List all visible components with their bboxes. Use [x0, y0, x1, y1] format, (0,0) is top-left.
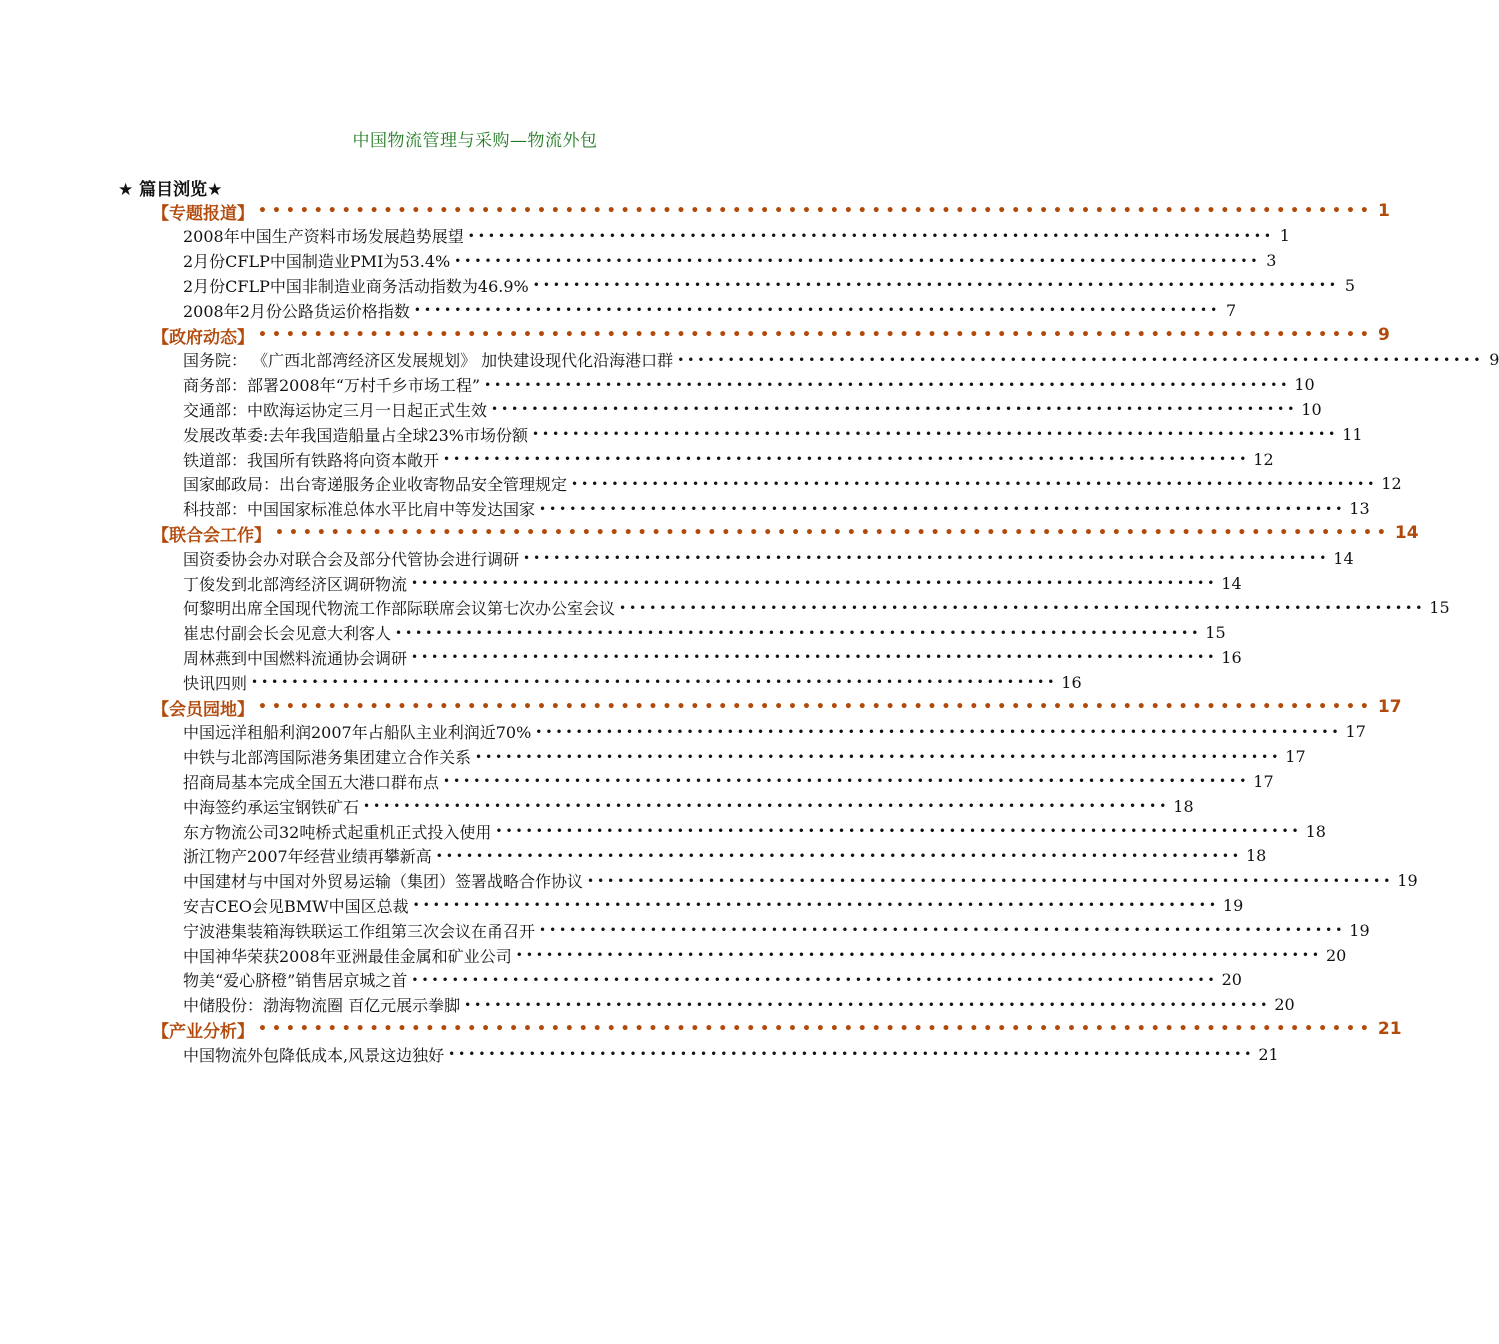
toc-entry-title: 【联合会工作】: [152, 525, 271, 546]
toc-entry-title: 【政府动态】: [152, 327, 254, 348]
toc-dot-leader: ••••••••••••••••••••••••••••••••••••••••••••••••••••••••••••••••••••••••••••••••: [413, 303, 1221, 318]
toc-dot-leader: ••••••••••••••••••••••••••••••••••••••••••••••••••••••••••••••••••••••••••••••••: [258, 699, 1374, 715]
toc-page-number: 12: [1253, 449, 1274, 469]
toc-dot-leader: ••••••••••••••••••••••••••••••••••••••••••••••••••••••••••••••••••••••••••••••••: [363, 799, 1170, 814]
toc-dot-leader: ••••••••••••••••••••••••••••••••••••••••••••••••••••••••••••••••••••••••••••••••: [464, 997, 1271, 1012]
toc-dot-leader: ••••••••••••••••••••••••••••••••••••••••••••••••••••••••••••••••••••••••••••••••: [619, 600, 1426, 615]
toc-dot-leader: ••••••••••••••••••••••••••••••••••••••••••••••••••••••••••••••••••••••••••••••••: [435, 848, 1242, 863]
toc-page-number: 1: [1279, 226, 1290, 246]
toc-entry[interactable]: [183, 273, 1355, 297]
toc-entry-title: 中铁与北部湾国际港务集团建立合作关系: [183, 748, 472, 768]
toc-entry-title: 安吉CEO会见BMW中国区总裁: [183, 896, 409, 916]
toc-entry[interactable]: [183, 918, 1370, 942]
toc-entry[interactable]: [183, 422, 1363, 446]
toc-dot-leader: ••••••••••••••••••••••••••••••••••••••••••••••••••••••••••••••••••••••••••••••••: [443, 774, 1250, 789]
toc-dot-leader: ••••••••••••••••••••••••••••••••••••••••••••••••••••••••••••••••••••••••••••••••: [467, 228, 1274, 243]
toc-page-number: 21: [1258, 1044, 1279, 1064]
toc-page-number: 3: [1266, 251, 1277, 271]
toc-entry[interactable]: [183, 670, 1082, 694]
toc-dot-leader: ••••••••••••••••••••••••••••••••••••••••••••••••••••••••••••••••••••••••••••••••: [539, 501, 1346, 516]
toc-entry[interactable]: [183, 769, 1274, 793]
toc-page-number: 20: [1274, 995, 1295, 1015]
toc-page-number: 10: [1301, 399, 1322, 419]
browse-heading: ★ 篇目浏览★: [118, 180, 223, 200]
toc-entry[interactable]: [183, 298, 1237, 322]
toc-entry-title: 物美“爱心脐橙”销售居京城之首: [183, 971, 408, 991]
toc-entry-title: 2月份CFLP中国非制造业商务活动指数为46.9%: [183, 276, 529, 296]
toc-page-number: 20: [1325, 945, 1347, 965]
toc-section-heading[interactable]: [152, 323, 1390, 348]
toc-dot-leader: ••••••••••••••••••••••••••••••••••••••••••••••••••••••••••••••••••••••••••••••••: [411, 650, 1218, 665]
toc-section-heading[interactable]: [152, 1017, 1402, 1042]
toc-page-number: 14: [1333, 548, 1354, 568]
toc-entry[interactable]: [183, 819, 1326, 843]
toc-page-number: 20: [1221, 970, 1242, 990]
toc-dot-leader: ••••••••••••••••••••••••••••••••••••••••••••••••••••••••••••••••••••••••••••••••: [523, 551, 1330, 566]
toc-dot-leader: ••••••••••••••••••••••••••••••••••••••••••••••••••••••••••••••••••••••••••••••••: [411, 576, 1218, 590]
toc-page-number: 18: [1173, 796, 1194, 816]
toc-page-number: 18: [1305, 821, 1326, 841]
toc-dot-leader: ••••••••••••••••••••••••••••••••••••••••••••••••••••••••••••••••••••••••••••••••: [258, 1021, 1374, 1038]
toc-dot-leader: ••••••••••••••••••••••••••••••••••••••••••••••••••••••••••••••••••••••••••••••••: [275, 525, 1391, 542]
toc-page-number: 18: [1245, 846, 1267, 866]
toc-entry-title: 交通部：中欧海运协定三月一日起正式生效: [183, 400, 488, 420]
toc-entry-title: 国务院： 《广西北部湾经济区发展规划》 加快建设现代化沿海港口群: [183, 351, 674, 371]
toc-entry[interactable]: [183, 373, 1315, 397]
toc-dot-leader: ••••••••••••••••••••••••••••••••••••••••••••••••••••••••••••••••••••••••••••••••: [443, 452, 1250, 466]
toc-page-number: 19: [1397, 871, 1418, 891]
toc-entry[interactable]: [183, 348, 1499, 372]
toc-page-number: 11: [1342, 424, 1363, 444]
toc-entry[interactable]: [183, 1042, 1279, 1066]
toc-dot-leader: ••••••••••••••••••••••••••••••••••••••••••••••••••••••••••••••••••••••••••••••••: [484, 377, 1291, 392]
toc-entry-title: 2008年2月份公路货运价格指数: [183, 301, 410, 321]
toc-page-number: 5: [1344, 275, 1355, 295]
toc-entry[interactable]: [183, 794, 1194, 818]
toc-entry[interactable]: [183, 249, 1277, 273]
toc-entry-title: 【专题报道】: [152, 203, 254, 224]
toc-dot-leader: ••••••••••••••••••••••••••••••••••••••••••••••••••••••••••••••••••••••••••••••••: [571, 476, 1378, 491]
toc-dot-leader: ••••••••••••••••••••••••••••••••••••••••••••••••••••••••••••••••••••••••••••••••: [258, 203, 1374, 219]
toc-entry[interactable]: [183, 968, 1242, 992]
toc-dot-leader: ••••••••••••••••••••••••••••••••••••••••••••••••••••••••••••••••••••••••••••••••: [677, 352, 1484, 367]
toc-entry[interactable]: [183, 869, 1418, 893]
toc-entry[interactable]: [183, 447, 1274, 471]
toc-entry-title: 2月份CFLP中国制造业PMI为53.4%: [183, 252, 451, 272]
toc-page-number: 9: [1378, 325, 1390, 345]
toc-entry[interactable]: [183, 943, 1347, 967]
toc-dot-leader: ••••••••••••••••••••••••••••••••••••••••••••••••••••••••••••••••••••••••••••••••: [411, 972, 1218, 987]
toc-entry-title: 周林燕到中国燃料流通协会调研: [183, 648, 408, 668]
toc-dot-leader: ••••••••••••••••••••••••••••••••••••••••••••••••••••••••••••••••••••••••••••••••: [515, 948, 1322, 962]
toc-entry-title: 【产业分析】: [152, 1021, 254, 1042]
toc-entry[interactable]: [183, 621, 1226, 645]
toc-page-number: 17: [1253, 771, 1274, 791]
toc-dot-leader: ••••••••••••••••••••••••••••••••••••••••••••••••••••••••••••••••••••••••••••••••: [491, 402, 1298, 417]
toc-dot-leader: ••••••••••••••••••••••••••••••••••••••••••••••••••••••••••••••••••••••••••••••••: [532, 278, 1339, 293]
toc-entry-title: 东方物流公司32吨桥式起重机正式投入使用: [183, 822, 492, 842]
toc-dot-leader: ••••••••••••••••••••••••••••••••••••••••••••••••••••••••••••••••••••••••••••••••: [535, 724, 1342, 739]
toc-page-number: 13: [1349, 499, 1370, 519]
toc-dot-leader: ••••••••••••••••••••••••••••••••••••••••••••••••••••••••••••••••••••••••••••••••: [412, 898, 1219, 913]
toc-entry-title: 发展改革委:去年我国造船量占全球23%市场份额: [183, 425, 528, 445]
toc-dot-leader: ••••••••••••••••••••••••••••••••••••••••••••••••••••••••••••••••••••••••••••••••: [251, 675, 1058, 690]
toc-entry[interactable]: [183, 224, 1290, 248]
toc-entry-title: 中储股份：渤海物流圈 百亿元展示拳脚: [183, 996, 461, 1016]
toc-entry[interactable]: [183, 571, 1242, 595]
toc-entry-title: 崔忠付副会长会见意大利客人: [183, 624, 392, 644]
toc-entry-title: 丁俊发到北部湾经济区调研物流: [183, 574, 408, 594]
toc-entry-title: 何黎明出席全国现代物流工作部际联席会议第七次办公室会议: [183, 599, 616, 619]
toc-entry[interactable]: [183, 745, 1306, 769]
toc-page-number: 12: [1381, 474, 1402, 494]
toc-page-number: 9: [1489, 350, 1499, 370]
toc-page-number: 16: [1061, 672, 1082, 692]
toc-dot-leader: ••••••••••••••••••••••••••••••••••••••••••••••••••••••••••••••••••••••••••••••••: [531, 427, 1339, 442]
toc-dot-leader: ••••••••••••••••••••••••••••••••••••••••••••••••••••••••••••••••••••••••••••••••: [475, 749, 1282, 764]
toc-entry-title: 招商局基本完成全国五大港口群布点: [183, 772, 440, 792]
toc-section-heading[interactable]: [152, 695, 1402, 720]
toc-entry-title: 2008年中国生产资料市场发展趋势展望: [183, 227, 464, 247]
toc-page-number: 19: [1222, 895, 1244, 915]
toc-page-number: 21: [1377, 1019, 1402, 1040]
toc-page-number: 14: [1394, 523, 1419, 544]
toc-page-number: 16: [1221, 647, 1242, 667]
toc-page-number: 17: [1345, 722, 1366, 742]
toc-entry[interactable]: [183, 546, 1354, 570]
toc-section-heading[interactable]: [152, 521, 1419, 546]
toc-dot-leader: ••••••••••••••••••••••••••••••••••••••••••••••••••••••••••••••••••••••••••••••••: [495, 824, 1302, 838]
toc-entry[interactable]: [183, 893, 1244, 917]
toc-page-number: 19: [1349, 920, 1370, 940]
toc-dot-leader: ••••••••••••••••••••••••••••••••••••••••••••••••••••••••••••••••••••••••••••••••: [587, 873, 1394, 888]
toc-dot-leader: ••••••••••••••••••••••••••••••••••••••••••••••••••••••••••••••••••••••••••••••••: [258, 327, 1374, 343]
toc-page-number: 17: [1377, 697, 1402, 717]
toc-entry[interactable]: [183, 497, 1370, 521]
toc-page-number: 15: [1205, 623, 1226, 643]
toc-entry-title: 快讯四则: [183, 673, 248, 693]
toc-entry-title: 铁道部：我国所有铁路将向资本敞开: [183, 450, 440, 470]
toc-entry-title: 中国神华荣获2008年亚洲最佳金属和矿业公司: [183, 946, 512, 966]
toc-entry[interactable]: [183, 397, 1322, 421]
toc-entry-title: 国资委协会办对联合会及部分代管协会进行调研: [183, 549, 520, 569]
toc-page-number: 10: [1294, 375, 1315, 395]
toc-entry[interactable]: [183, 844, 1267, 868]
toc-entry-title: 宁波港集装箱海铁联运工作组第三次会议在甬召开: [183, 921, 536, 941]
toc-entry-title: 科技部：中国国家标准总体水平比肩中等发达国家: [183, 500, 536, 520]
toc-entry-title: 浙江物产2007年经营业绩再攀新高: [183, 847, 432, 867]
toc-dot-leader: ••••••••••••••••••••••••••••••••••••••••••••••••••••••••••••••••••••••••••••••••: [539, 923, 1346, 938]
page-title: 中国物流管理与采购—物流外包: [352, 131, 598, 151]
toc-entry[interactable]: [183, 472, 1402, 496]
toc-dot-leader: ••••••••••••••••••••••••••••••••••••••••••••••••••••••••••••••••••••••••••••••••: [448, 1047, 1255, 1062]
toc-entry-title: 中国建材与中国对外贸易运输（集团）签署战略合作协议: [183, 872, 584, 892]
toc-entry[interactable]: [183, 720, 1366, 744]
toc-entry-title: 中国物流外包降低成本,风景这边独好: [183, 1045, 445, 1065]
toc-entry-title: 中海签约承运宝钢铁矿石: [183, 797, 360, 817]
toc-dot-leader: ••••••••••••••••••••••••••••••••••••••••••••••••••••••••••••••••••••••••••••••••: [395, 625, 1202, 640]
toc-entry-title: 国家邮政局：出台寄递服务企业收寄物品安全管理规定: [183, 475, 568, 495]
toc-page-number: 1: [1378, 201, 1390, 221]
toc-entry[interactable]: [183, 993, 1295, 1017]
toc-entry[interactable]: [183, 645, 1242, 669]
toc-entry-title: 商务部：部署2008年“万村千乡市场工程”: [183, 376, 481, 396]
toc-page-number: 15: [1429, 598, 1450, 618]
toc-page-number: 7: [1225, 300, 1237, 320]
toc-page-number: 14: [1221, 573, 1242, 593]
toc-entry[interactable]: [183, 596, 1450, 620]
toc-section-heading[interactable]: [152, 199, 1390, 224]
toc-page-number: 17: [1285, 747, 1306, 767]
toc-entry-title: 【会员园地】: [152, 699, 254, 720]
toc-dot-leader: ••••••••••••••••••••••••••••••••••••••••••••••••••••••••••••••••••••••••••••••••: [454, 253, 1261, 268]
toc-entry-title: 中国远洋租船利润2007年占船队主业利润近70%: [183, 723, 532, 743]
